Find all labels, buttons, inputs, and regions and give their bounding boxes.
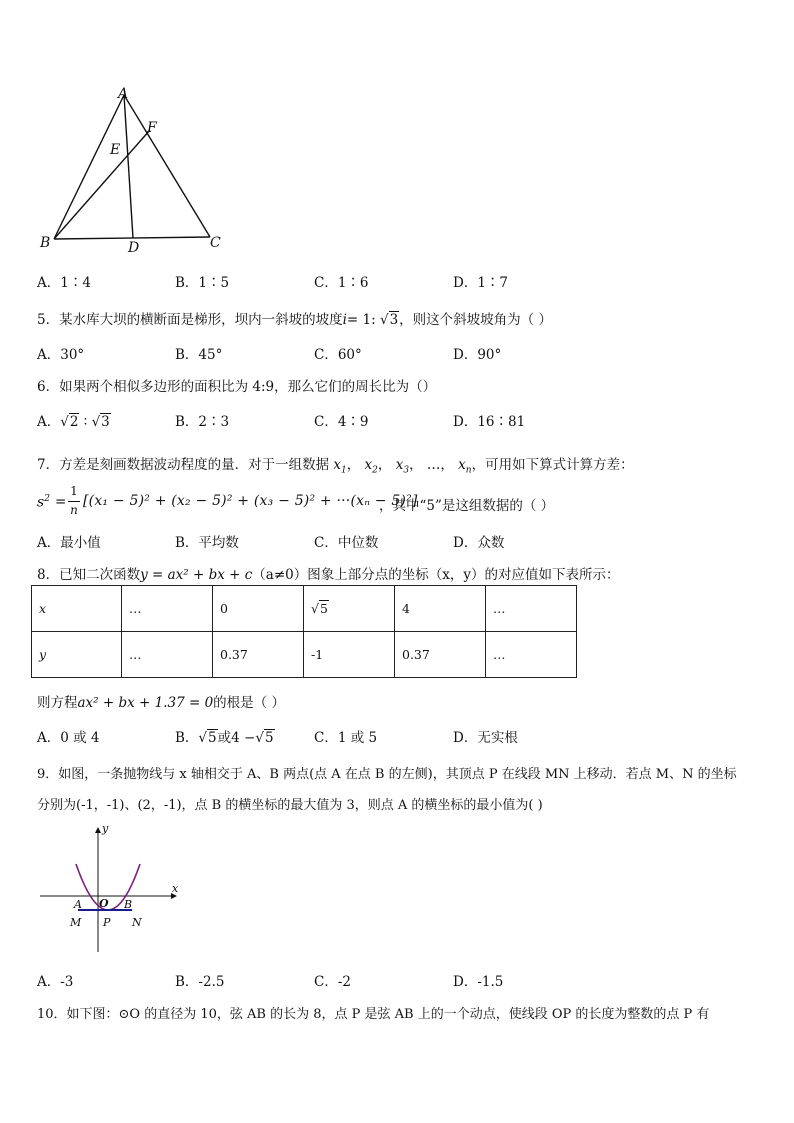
q5-stem [37,308,552,328]
q8-followup-text: 则方程 [37,695,78,711]
q8-followup [37,691,285,711]
q6-option-c[interactable]: C．4∶9 [314,414,369,430]
q7-x2: $x_2$ [364,457,378,476]
q7-xn: $x_n$ [458,457,472,476]
q7-ellipsis: … [426,457,441,473]
q7-formula-body: [(x₁ − 5)² + (x₂ − 5)² + (x₃ − 5)² + ···(xₙ − 5)²] [83,493,418,509]
q8-function: y = ax² + bx + c [140,567,253,583]
side-ab [54,95,124,239]
table-cell: 0.37 [395,632,486,678]
table-sqrt: √5 [311,601,328,616]
point-e-label: E [110,142,121,158]
point-d-label: D [128,240,140,256]
q7-option-b[interactable]: B．平均数 [175,535,239,551]
table-row [32,632,577,678]
q9-option-c[interactable]: C．-2 [314,974,351,990]
q5-slope-symbol: i [342,312,347,328]
q8-followup-end: 的根是（ ） [213,695,285,711]
table-cell: 0 [213,586,304,632]
side-ac [124,95,210,237]
q6-option-a-sep: ∶ [79,414,92,430]
q8-stem-end: 图象上部分点的坐标（x，y）的对应值如下表所示： [307,567,620,583]
q6-sqrt-2-radicand: 2 [69,414,79,430]
y-axis-label: y [102,822,109,835]
vertex-c-label: C [210,235,221,251]
q4-option-c[interactable]: C．1∶6 [314,275,369,291]
q8-option-a[interactable]: A．0 或 4 [37,730,100,746]
q7-stem: 7．方差是刻画数据波动程度的量．对于一组数据 $x_1$， $x_2$， $x_3$， …， $x_n$，可用如下算式计算方差： [37,457,634,476]
q7-formula-numerator: 1 [70,484,78,498]
q7-option-a[interactable]: A．最小值 [37,535,101,551]
q7-stem-end: ，可用如下算式计算方差： [471,457,634,473]
triangle-figure [30,80,230,260]
vertex-b-label: B [40,235,51,251]
q7-x1: $x_1$ [333,457,347,476]
q8-option-b-or: 或 [217,730,232,746]
q9-stem-line2: 分别为(-1，-1)、(2，-1)，点 B 的横坐标的最大值为 3，则点 A 的横坐标的最小值为( ) [37,798,543,813]
q5-option-a[interactable]: A．30° [37,347,85,363]
point-p-label: P [103,916,111,929]
point-b-label: B [124,898,133,911]
q5-slope-eq: = 1: [346,312,376,328]
point-n-label: N [132,916,142,929]
q5-sqrt-radicand: 3 [389,312,399,328]
table-cell: … [122,586,213,632]
q7-formula-s: $s^2$ [37,494,50,511]
origin-label: O [99,897,109,910]
q7-option-d[interactable]: D．众数 [453,535,505,551]
q9-option-d[interactable]: D．-1.5 [453,974,504,990]
table-cell: -1 [304,632,395,678]
table-cell: … [486,586,577,632]
table-row [32,586,577,632]
q8-condition: （a≠0） [252,567,308,583]
q8-equation: ax² + bx + 1.37 = 0 [77,695,214,711]
q7-stem-text: 7．方差是刻画数据波动程度的量．对于一组数据 [37,457,330,473]
q6-sqrt-3-radicand: 3 [101,414,110,430]
q8-option-c[interactable]: C．1 或 5 [314,730,378,746]
q8-option-d[interactable]: D．无实根 [453,730,518,746]
q7-formula-tail: ，其中“5”是这组数据的（ ） [379,498,555,514]
point-m-label: M [70,916,82,929]
table-cell: … [486,632,577,678]
table-cell: 4 [395,586,486,632]
q8-value-table [31,585,577,678]
table-cell [304,586,395,632]
side-bc [54,237,210,239]
segment-ad [124,95,133,238]
q6-option-a-label: A． [37,414,61,430]
q8-sqrt-5: √5 [198,730,217,746]
q9-option-a[interactable]: A．-3 [37,974,74,990]
table-cell: 0.37 [213,632,304,678]
q8-sqrt-5b: √5 [255,730,274,746]
table-cell: … [122,632,213,678]
q6-sqrt-3: √3 [91,414,110,430]
q8-option-b-prefix: 4 − [231,730,256,746]
q8-option-b-label: B． [175,730,199,746]
segment-bf [54,130,150,239]
q5-stem-text: 5．某水库大坝的横断面是梯形，坝内一斜坡的坡度 [37,312,343,328]
point-a-label: A [74,898,82,911]
q6-option-a[interactable] [37,410,111,430]
q5-option-d[interactable]: D．90° [453,347,502,363]
q9-option-b[interactable]: B．-2.5 [175,974,225,990]
q10-stem-line1: 10．如下图：⊙O 的直径为 10，弦 AB 的长为 8，点 P 是弦 AB 上的一个动点，使线段 OP 的长度为整数的点 P 有 [37,1007,710,1022]
table-cell: y [32,632,122,678]
q7-formula-denominator: n [70,503,78,517]
q4-option-b[interactable]: B．1∶5 [175,275,230,291]
q6-stem: 6．如果两个相似多边形的面积比为 4:9，那么它们的周长比为（） [37,379,437,395]
x-axis-label: x [172,882,179,895]
table-cell: x [32,586,122,632]
q8-stem [37,563,620,583]
q6-option-d[interactable]: D．16∶81 [453,414,526,430]
q5-option-b[interactable]: B．45° [175,347,223,363]
vertex-f-label: F [147,120,157,136]
q5-stem-end: ，则这个斜坡坡角为（ ） [399,312,552,328]
parabola-figure [36,820,186,955]
q4-option-a[interactable]: A．1∶4 [37,275,91,291]
q5-sqrt: √3 [379,312,399,328]
q5-option-c[interactable]: C．60° [314,347,362,363]
q8-stem-text: 8．已知二次函数 [37,567,141,583]
q6-option-b[interactable]: B．2∶3 [175,414,230,430]
q8-option-b[interactable] [175,726,275,746]
q9-stem-line1: 9．如图，一条抛物线与 x 轴相交于 A、B 两点(点 A 在点 B 的左侧)，其顶点 P 在线段 MN 上移动．若点 M、N 的坐标 [37,767,737,782]
q6-sqrt-2: √2 [60,414,79,430]
q7-x3: $x_3$ [395,457,410,476]
q7-fraction-bar [68,501,80,502]
q7-option-c[interactable]: C．中位数 [314,535,379,551]
q7-formula-equals: = [55,494,67,510]
vertex-a-label: A [118,86,129,102]
q4-option-d[interactable]: D．1∶7 [453,275,509,291]
